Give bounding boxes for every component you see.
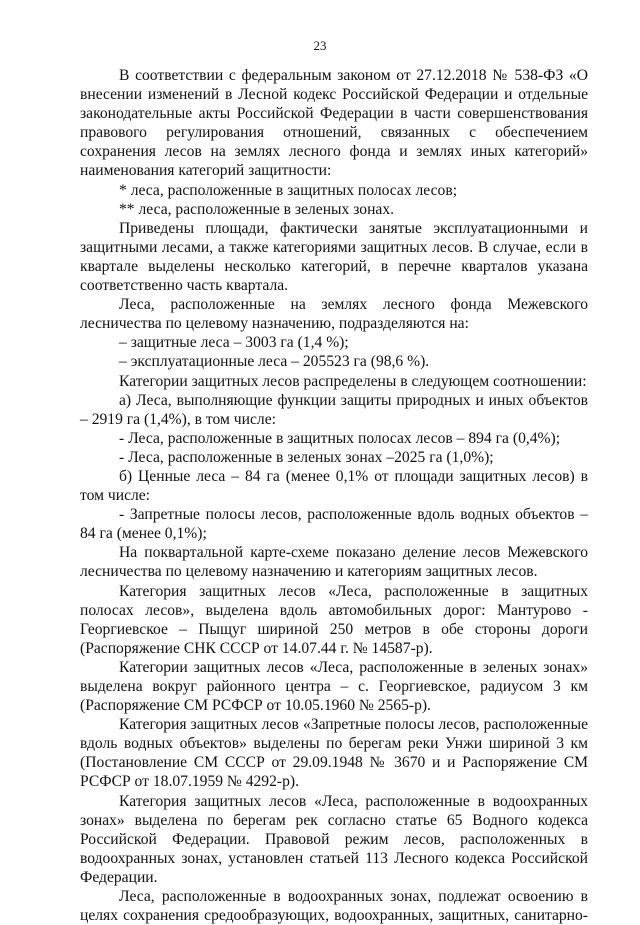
paragraph-item-a-2: - Леса, расположенные в зеленых зонах –2025 га (1,0%); xyxy=(119,448,494,466)
paragraph-water-zones-development: Леса, расположенные в водоохранных зонах, подлежат освоению в целях сохранения средообразующих, водоохранных, защитных, санитарно- xyxy=(80,888,588,925)
paragraph-protective-forests: ‒ защитные леса – 3003 га (1,4 %); xyxy=(119,334,349,352)
paragraph-exploitation-forests: ‒ эксплуатационные леса – 205523 га (98,6 %). xyxy=(119,353,430,371)
paragraph-water-protection-zones: Категория защитных лесов «Леса, расположенные в водоохранных зонах» выделена по берегам рек согласно статье 65 Водного кодекса Российской Федерации. Правовой режим лесов, расположенных в водоохранных зонах, установлен статьей 113 Лесного кодекса Российской Федерации. xyxy=(80,792,588,886)
paragraph-item-b-1: - Запретные полосы лесов, расположенные вдоль водных объектов – 84 га (менее 0,1%); xyxy=(80,506,588,543)
page-number: 23 xyxy=(313,38,327,53)
document-body xyxy=(80,66,588,925)
paragraph-item-a: а) Леса, выполняющие функции защиты природных и иных объектов – 2919 га (1,4%), в том числе: xyxy=(80,391,588,428)
paragraph-forest-division: Леса, расположенные на землях лесного фонда Межевского лесничества по целевому назначению, подразделяются на: xyxy=(80,296,588,333)
paragraph-categories-ratio: Категории защитных лесов распределены в следующем соотношении: xyxy=(119,372,587,390)
paragraph-law-reference: В соответствии с федеральным законом от 27.12.2018 № 538-ФЗ «О внесении изменений в Лесной кодекс Российской Федерации и отдельные законодательные акты Российской Федерации в части совершенствования правового регулирования отношений, связанных с обеспечением сохранения лесов на землях лесного фонда и землях иных категорий» наименования категорий защитности: xyxy=(80,67,588,180)
paragraph-item-b: б) Ценные леса – 84 га (менее 0,1% от площади защитных лесов) в том числе: xyxy=(80,467,588,505)
paragraph-item-a-1: - Леса, расположенные в защитных полосах лесов – 894 га (0,4%); xyxy=(119,429,561,447)
paragraph-map-scheme: На поквартальной карте-схеме показано деление лесов Межевского лесничества по целевому назначению и категориям защитных лесов. xyxy=(80,544,588,581)
paragraph-green-zones: Категории защитных лесов «Леса, расположенные в зеленых зонах» выделена вокруг районного центра – с. Георгиевское, радиусом 3 км (Распоряжение СМ РСФСР от 10.05.1960 № 2565-р). xyxy=(80,658,588,715)
paragraph-forbidden-strips: Категория защитных лесов «Запретные полосы лесов, расположенные вдоль водных объектов» выделены по берегам реки Унжи шириной 3 км (Постановление СМ СССР от 29.09.1948 № 3670 и и Распоряжение СМ РСФСР от 18.07.1959 № 4292-р). xyxy=(80,716,588,791)
paragraph-category-1: * леса, расположенные в защитных полосах лесов; xyxy=(119,181,458,199)
paragraph-category-2: ** леса, расположенные в зеленых зонах. xyxy=(119,200,395,218)
paragraph-road-strips: Категория защитных лесов «Леса, расположенные в защитных полосах лесов», выделена вдоль автомобильных дорог: Мантурово - Георгиевское – Пыщуг шириной 250 метров в обе стороны дороги (Распоряжение СНК СССР от 14.07.44 г. № 14587-р). xyxy=(80,582,588,657)
paragraph-areas-note: Приведены площади, фактически занятые эксплуатационными и защитными лесами, а также категориями защитных лесов. В случае, если в квартале выделены несколько категорий, в перечне кварталов указана соответственно часть квартала. xyxy=(80,219,588,295)
